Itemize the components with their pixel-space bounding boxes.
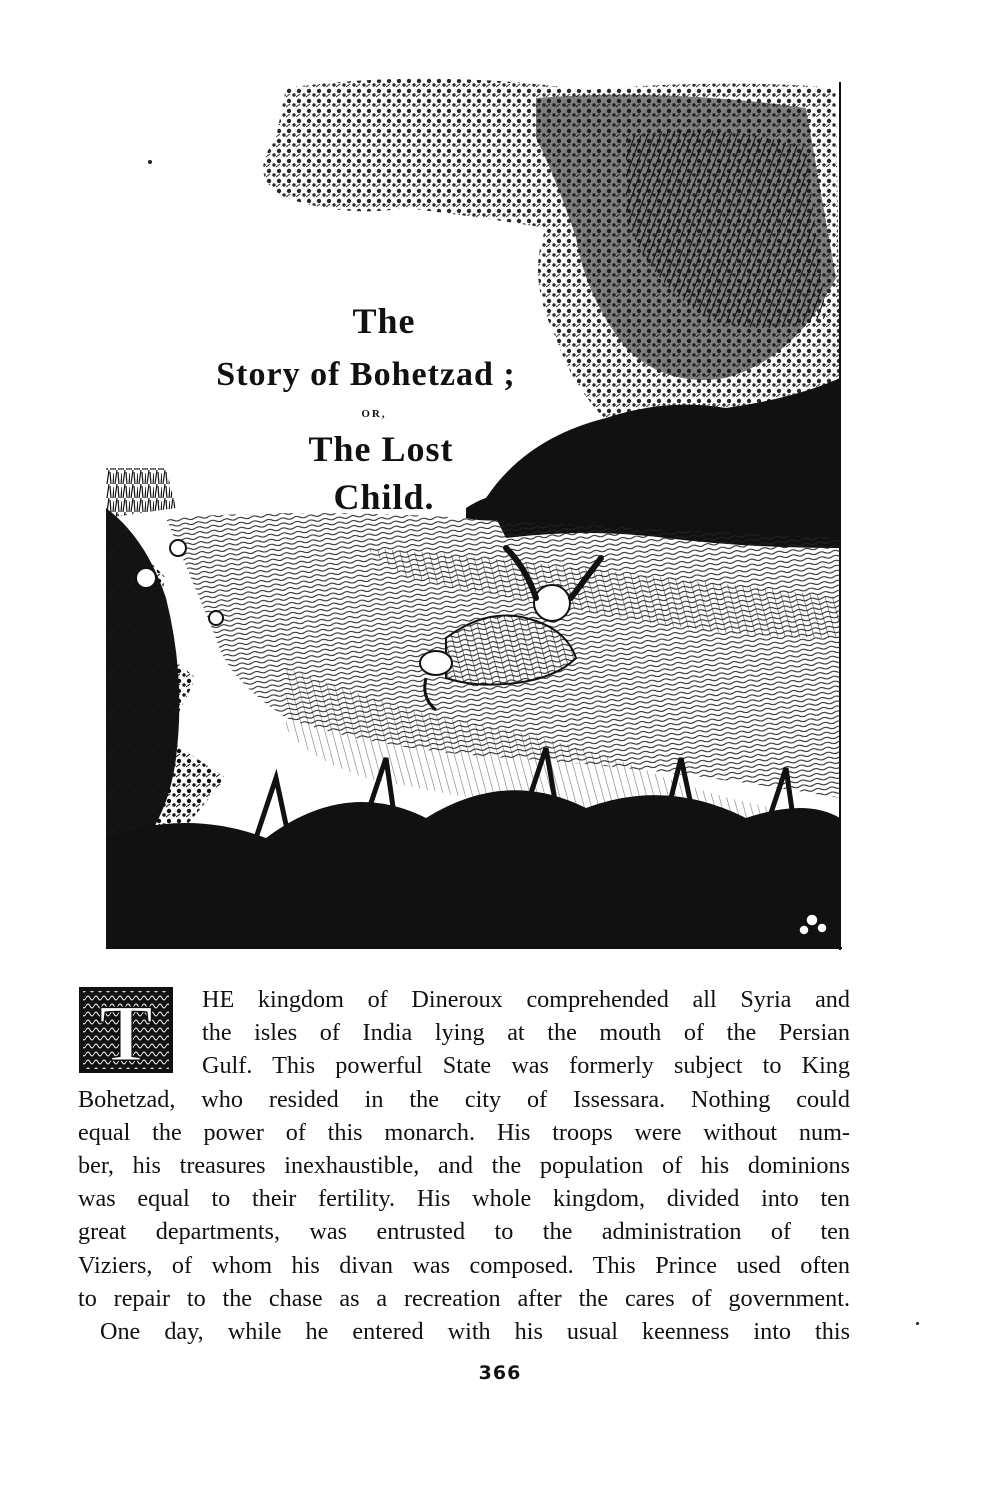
title-the: The bbox=[352, 301, 416, 341]
title-story: Story of Bohetzad ; bbox=[216, 356, 516, 393]
text-line: the isles of India lying at the mouth of the Persian bbox=[202, 1019, 850, 1047]
engraved-illustration bbox=[106, 78, 842, 950]
text-line: HE kingdom of Dineroux comprehended all Syria and bbox=[202, 986, 850, 1013]
text-line: great departments, was entrusted to the administration of ten bbox=[78, 1218, 850, 1246]
text-line: Gulf. This powerful State was formerly subject to King bbox=[202, 1052, 850, 1080]
drop-cap-letter: T bbox=[99, 990, 153, 1074]
page-number: 366 bbox=[478, 1362, 522, 1384]
text-line: was equal to their fertility. His whole kingdom, divided into ten bbox=[78, 1185, 850, 1213]
text-line: One day, while he entered with his usual keenness into this bbox=[100, 1317, 850, 1345]
title-or: OR, bbox=[361, 408, 387, 420]
text-line: ber, his treasures inexhaustible, and the population of his dominions bbox=[78, 1151, 850, 1179]
text-line: Viziers, of whom his divan was composed. This Prince used often bbox=[78, 1251, 850, 1279]
text-line: Bohetzad, who resided in the city of Issessara. Nothing could bbox=[78, 1085, 850, 1113]
illustration-title bbox=[176, 300, 556, 518]
title-lost: The Lost bbox=[308, 429, 454, 469]
title-child: Child. bbox=[333, 477, 435, 517]
print-speck bbox=[148, 160, 152, 164]
text-line: to repair to the chase as a recreation after the cares of government. bbox=[78, 1284, 850, 1312]
print-speck bbox=[916, 1322, 919, 1325]
body-text bbox=[78, 983, 850, 1348]
text-line: equal the power of this monarch. His troops were without num- bbox=[78, 1118, 850, 1146]
